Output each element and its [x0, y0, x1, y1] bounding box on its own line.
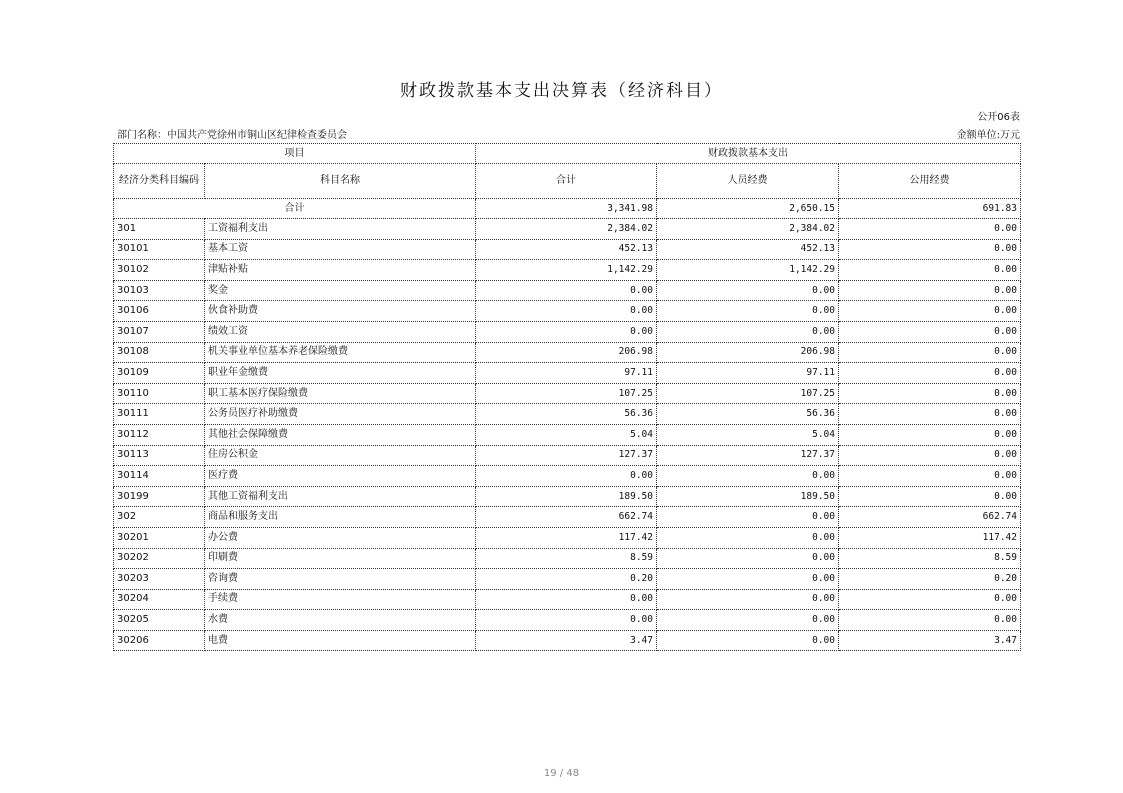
- row-total: 1,142.29: [476, 260, 657, 281]
- row-name: 机关事业单位基本养老保险缴费: [205, 342, 476, 363]
- row-total: 0.00: [476, 301, 657, 322]
- row-public: 0.00: [839, 424, 1021, 445]
- row-personnel: 0.00: [657, 610, 839, 631]
- header-row-columns: [114, 164, 1021, 199]
- row-name: 绩效工资: [205, 321, 476, 342]
- header-public: 公用经费: [839, 164, 1021, 199]
- table-row: [114, 404, 1021, 425]
- form-number: 公开06表: [977, 112, 1020, 123]
- row-personnel: 1,142.29: [657, 260, 839, 281]
- table-row: [114, 301, 1021, 322]
- row-public: 0.00: [839, 363, 1021, 384]
- row-personnel: 5.04: [657, 424, 839, 445]
- row-name: 水费: [205, 610, 476, 631]
- row-personnel: 452.13: [657, 239, 839, 260]
- header-total: 合计: [476, 164, 657, 199]
- row-name: 咨询费: [205, 569, 476, 590]
- row-total: 8.59: [476, 548, 657, 569]
- table-row: [114, 424, 1021, 445]
- row-name: 住房公积金: [205, 445, 476, 466]
- department-name: 部门名称：中国共产党徐州市铜山区纪律检查委员会: [117, 130, 347, 141]
- row-name: 手续费: [205, 589, 476, 610]
- row-personnel: 0.00: [657, 507, 839, 528]
- row-public: 0.00: [839, 239, 1021, 260]
- header-personnel: 人员经费: [657, 164, 839, 199]
- row-personnel: 0.00: [657, 630, 839, 651]
- row-personnel: 0.00: [657, 301, 839, 322]
- row-public: 0.00: [839, 404, 1021, 425]
- header-project: 项目: [114, 144, 476, 164]
- table-row: [114, 239, 1021, 260]
- row-code: 30107: [114, 321, 205, 342]
- row-code: 30113: [114, 445, 205, 466]
- row-personnel: 56.36: [657, 404, 839, 425]
- row-name: 工资福利支出: [205, 219, 476, 240]
- row-public: 0.00: [839, 280, 1021, 301]
- header-code: 经济分类科目编码: [114, 164, 205, 199]
- row-public: 0.00: [839, 301, 1021, 322]
- row-code: 30109: [114, 363, 205, 384]
- total-amount: 3,341.98: [476, 199, 657, 219]
- row-code: 30199: [114, 486, 205, 507]
- row-public: 0.00: [839, 610, 1021, 631]
- row-name: 职业年金缴费: [205, 363, 476, 384]
- row-total: 0.20: [476, 569, 657, 590]
- row-personnel: 0.00: [657, 527, 839, 548]
- table-row: [114, 342, 1021, 363]
- table-row: [114, 569, 1021, 590]
- row-public: 0.00: [839, 321, 1021, 342]
- total-row: [114, 199, 1021, 219]
- row-name: 伙食补助费: [205, 301, 476, 322]
- table-row: [114, 363, 1021, 384]
- expenditure-table: [113, 143, 1021, 651]
- row-personnel: 189.50: [657, 486, 839, 507]
- row-total: 189.50: [476, 486, 657, 507]
- row-personnel: 107.25: [657, 383, 839, 404]
- row-name: 基本工资: [205, 239, 476, 260]
- row-code: 30202: [114, 548, 205, 569]
- row-public: 0.00: [839, 260, 1021, 281]
- row-total: 662.74: [476, 507, 657, 528]
- row-name: 电费: [205, 630, 476, 651]
- row-name: 印刷费: [205, 548, 476, 569]
- row-name: 奖金: [205, 280, 476, 301]
- row-total: 97.11: [476, 363, 657, 384]
- row-code: 30114: [114, 466, 205, 487]
- table-row: [114, 280, 1021, 301]
- row-personnel: 0.00: [657, 321, 839, 342]
- table-row: [114, 507, 1021, 528]
- row-public: 3.47: [839, 630, 1021, 651]
- row-total: 452.13: [476, 239, 657, 260]
- header-basic-expenditure: 财政拨款基本支出: [476, 144, 1021, 164]
- row-personnel: 206.98: [657, 342, 839, 363]
- row-total: 107.25: [476, 383, 657, 404]
- row-name: 公务员医疗补助缴费: [205, 404, 476, 425]
- row-code: 30204: [114, 589, 205, 610]
- row-code: 30101: [114, 239, 205, 260]
- row-public: 8.59: [839, 548, 1021, 569]
- row-total: 117.42: [476, 527, 657, 548]
- row-public: 0.00: [839, 445, 1021, 466]
- row-code: 30106: [114, 301, 205, 322]
- page-number: 19 / 48: [543, 768, 580, 779]
- table-row: [114, 486, 1021, 507]
- table-row: [114, 383, 1021, 404]
- row-name: 其他工资福利支出: [205, 486, 476, 507]
- row-name: 其他社会保障缴费: [205, 424, 476, 445]
- row-name: 医疗费: [205, 466, 476, 487]
- row-total: 5.04: [476, 424, 657, 445]
- row-code: 30201: [114, 527, 205, 548]
- row-code: 30110: [114, 383, 205, 404]
- row-total: 127.37: [476, 445, 657, 466]
- row-personnel: 0.00: [657, 589, 839, 610]
- row-code: 30102: [114, 260, 205, 281]
- total-public: 691.83: [839, 199, 1021, 219]
- total-label: 合计: [114, 199, 476, 219]
- table-row: [114, 219, 1021, 240]
- row-public: 662.74: [839, 507, 1021, 528]
- page-title: 财政拨款基本支出决算表（经济科目）: [400, 81, 723, 101]
- header-row-group: [114, 144, 1021, 164]
- row-code: 30203: [114, 569, 205, 590]
- row-personnel: 0.00: [657, 569, 839, 590]
- table-row: [114, 548, 1021, 569]
- row-total: 56.36: [476, 404, 657, 425]
- row-personnel: 0.00: [657, 548, 839, 569]
- row-name: 办公费: [205, 527, 476, 548]
- row-name: 职工基本医疗保险缴费: [205, 383, 476, 404]
- amount-unit: 金额单位:万元: [956, 130, 1020, 141]
- row-public: 0.00: [839, 219, 1021, 240]
- row-personnel: 0.00: [657, 466, 839, 487]
- row-total: 206.98: [476, 342, 657, 363]
- header-name: 科目名称: [205, 164, 476, 199]
- row-total: 2,384.02: [476, 219, 657, 240]
- table-row: [114, 260, 1021, 281]
- row-code: 30108: [114, 342, 205, 363]
- row-public: 0.00: [839, 466, 1021, 487]
- row-personnel: 0.00: [657, 280, 839, 301]
- row-personnel: 97.11: [657, 363, 839, 384]
- table-row: [114, 445, 1021, 466]
- table-row: [114, 466, 1021, 487]
- table-row: [114, 630, 1021, 651]
- row-public: 0.00: [839, 383, 1021, 404]
- row-total: 0.00: [476, 280, 657, 301]
- row-name: 商品和服务支出: [205, 507, 476, 528]
- row-code: 30112: [114, 424, 205, 445]
- row-code: 302: [114, 507, 205, 528]
- row-total: 0.00: [476, 321, 657, 342]
- table-row: [114, 321, 1021, 342]
- row-total: 0.00: [476, 589, 657, 610]
- row-public: 0.20: [839, 569, 1021, 590]
- row-code: 30103: [114, 280, 205, 301]
- table-row: [114, 527, 1021, 548]
- row-personnel: 2,384.02: [657, 219, 839, 240]
- row-personnel: 127.37: [657, 445, 839, 466]
- row-code: 301: [114, 219, 205, 240]
- row-public: 117.42: [839, 527, 1021, 548]
- row-total: 0.00: [476, 466, 657, 487]
- total-personnel: 2,650.15: [657, 199, 839, 219]
- row-code: 30205: [114, 610, 205, 631]
- row-public: 0.00: [839, 486, 1021, 507]
- row-total: 0.00: [476, 610, 657, 631]
- row-name: 津贴补贴: [205, 260, 476, 281]
- table-row: [114, 610, 1021, 631]
- table-row: [114, 589, 1021, 610]
- row-code: 30206: [114, 630, 205, 651]
- row-code: 30111: [114, 404, 205, 425]
- row-public: 0.00: [839, 342, 1021, 363]
- row-public: 0.00: [839, 589, 1021, 610]
- row-total: 3.47: [476, 630, 657, 651]
